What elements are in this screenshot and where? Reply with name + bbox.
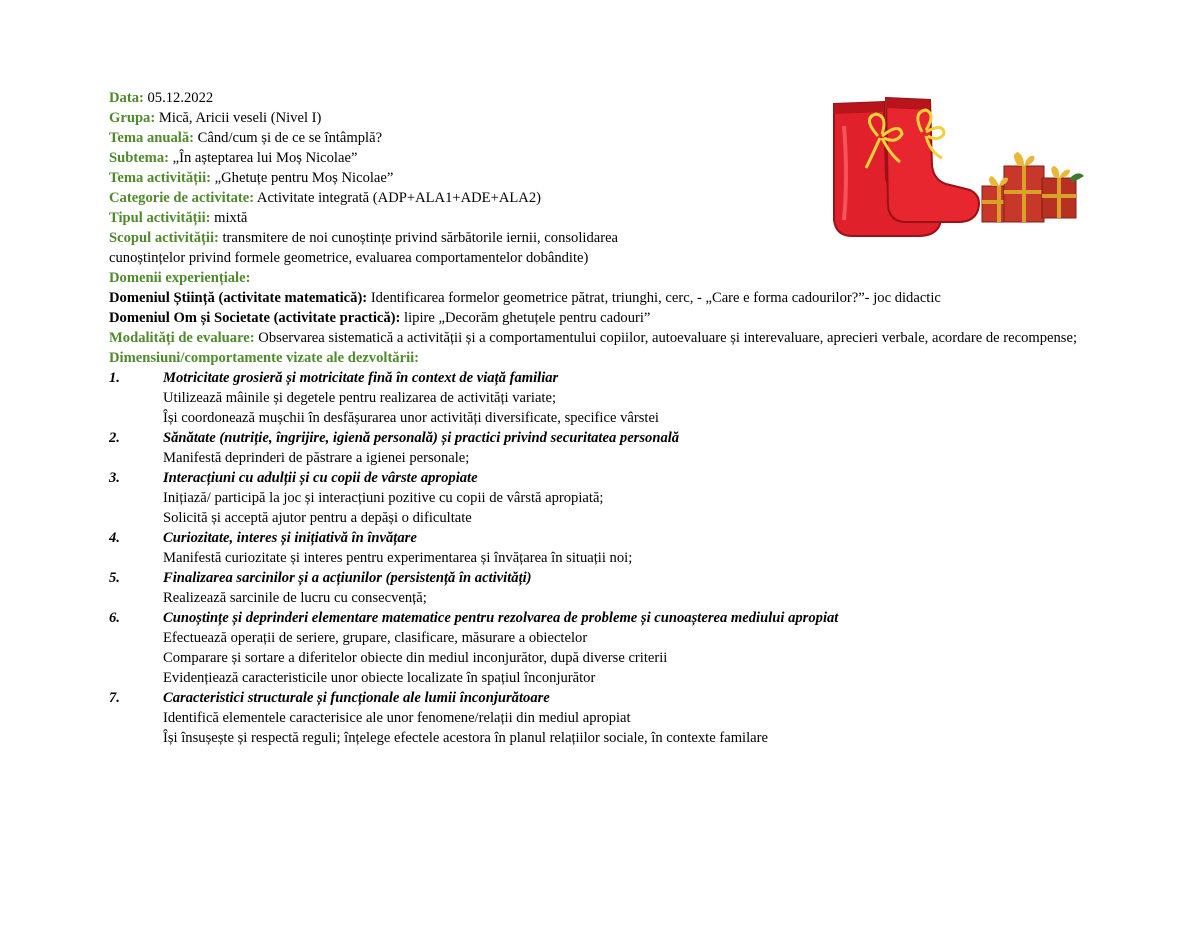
header-value: Activitate integrată (ADP+ALA1+ADE+ALA2) xyxy=(254,190,541,206)
red-boot-right-icon xyxy=(886,98,979,222)
scope-text: transmitere de noi cunoștințe privind sărbătorile iernii, consolidarea xyxy=(218,230,619,246)
dimension-item xyxy=(109,608,1099,688)
dimension-item xyxy=(109,528,1099,568)
dimension-behavior: Manifestă curiozitate și interes pentru experimentarea și învățarea în situații noi; xyxy=(163,550,633,566)
dimension-item xyxy=(109,368,1099,428)
header-label: Tema activității: xyxy=(109,170,211,186)
header-value: 05.12.2022 xyxy=(143,90,214,106)
header-label: Tema anuală: xyxy=(109,130,195,146)
domains-heading: Domenii experiențiale: xyxy=(109,270,251,286)
dimension-title xyxy=(109,428,1099,448)
domain-society xyxy=(109,308,1099,328)
dimension-title xyxy=(109,468,1099,488)
dimension-behavior: Utilizează mâinile și degetele pentru realizarea de activități variate; xyxy=(163,390,557,406)
dimensions-heading: Dimensiuni/comportamente vizate ale dezvoltării: xyxy=(109,350,420,366)
header-label: Grupa: xyxy=(109,110,156,126)
header-value: mixtă xyxy=(210,210,248,226)
dimension-number: 5. xyxy=(109,570,120,586)
dimension-title xyxy=(109,528,1099,548)
dimension-item xyxy=(109,428,1099,468)
dimension-number: 2. xyxy=(109,430,120,446)
dimension-title xyxy=(109,368,1099,388)
dimension-title-text: Caracteristici structurale și funcționale ale lumii înconjurătoare xyxy=(163,690,550,706)
evaluation-label: Modalități de evaluare: xyxy=(109,330,255,346)
scope-label: Scopul activității: xyxy=(109,230,219,246)
evaluation-text: Observarea sistematică a activității și a comportamentului copiilor, autoevaluare și interevaluare, aprecieri verbale, acordare de recompense; xyxy=(254,330,1078,346)
header-label: Categorie de activitate: xyxy=(109,190,255,206)
dimension-number: 3. xyxy=(109,470,120,486)
dimension-title-text: Finalizarea sarcinilor și a acțiunilor (persistență în activități) xyxy=(163,570,532,586)
dimension-behavior: Comparare și sortare a diferitelor obiecte din mediul inconjurător, după diverse criterii xyxy=(163,650,668,666)
boots-and-gifts-illustration xyxy=(822,96,1092,246)
dimension-behavior: Solicită și acceptă ajutor pentru a depăși o dificultate xyxy=(163,510,472,526)
dimension-behavior: Își coordonează mușchii în desfășurarea unor activități diversificate, specifice vârstei xyxy=(163,410,659,426)
dimension-title-text: Interacțiuni cu adulții și cu copii de vârste apropiate xyxy=(163,470,478,486)
evaluation-block xyxy=(109,328,1099,348)
dimension-behavior: Își însușește și respectă reguli; înțelege efectele acestora în planul relațiilor sociale, în contexte familare xyxy=(163,730,768,746)
dimensions-list xyxy=(109,368,1099,748)
dimension-behavior: Realizează sarcinile de lucru cu consecvență; xyxy=(163,590,427,606)
dimension-behavior: Identifică elementele caracterisice ale unor fenomene/relații din mediul apropiat xyxy=(163,710,631,726)
dimension-title xyxy=(109,688,1099,708)
dimension-behavior: Manifestă deprinderi de păstrare a igienei personale; xyxy=(163,450,470,466)
dimension-title xyxy=(109,568,1099,588)
dimension-behavior: Efectuează operații de seriere, grupare, clasificare, măsurare a obiectelor xyxy=(163,630,588,646)
header-value: Când/cum și de ce se întâmplă? xyxy=(194,130,383,146)
dimension-title-text: Cunoștințe și deprinderi elementare matematice pentru rezolvarea de probleme și cunoașterea mediului apropiat xyxy=(163,610,839,626)
domain-society-text: lipire „Decorăm ghetuțele pentru cadouri” xyxy=(400,310,651,326)
dimension-number: 4. xyxy=(109,530,120,546)
dimension-number: 7. xyxy=(109,690,120,706)
header-label: Data: xyxy=(109,90,144,106)
dimension-behavior: Inițiază/ participă la joc și interacțiuni pozitive cu copii de vârstă apropiată; xyxy=(163,490,604,506)
header-label: Tipul activității: xyxy=(109,210,211,226)
dimension-title-text: Motricitate grosieră și motricitate fină în context de viață familiar xyxy=(163,370,559,386)
dimension-title-text: Curiozitate, interes și inițiativă în învățare xyxy=(163,530,417,546)
dimension-number: 1. xyxy=(109,370,120,386)
header-value: „Ghetuțe pentru Moș Nicolae” xyxy=(211,170,394,186)
dimension-title-text: Sănătate (nutriție, îngrijire, igienă personală) și practici privind securitatea personală xyxy=(163,430,680,446)
scope-line-2: cunoștințelor privind formele geometrice, evaluarea comportamentelor dobândite) xyxy=(109,250,589,266)
dimension-item xyxy=(109,688,1099,748)
domain-society-label: Domeniul Om și Societate (activitate practică): xyxy=(109,310,401,326)
dimension-item xyxy=(109,468,1099,528)
gift-boxes-icon xyxy=(982,152,1084,222)
domain-science-text: Identificarea formelor geometrice pătrat, triunghi, cerc, - „Care e forma cadourilor?”- joc didactic xyxy=(367,290,941,306)
dimension-number: 6. xyxy=(109,610,120,626)
header-value: Mică, Aricii veseli (Nivel I) xyxy=(155,110,322,126)
header-label: Subtema: xyxy=(109,150,169,166)
dimension-behavior: Evidențiează caracteristicile unor obiecte localizate în spațiul înconjurător xyxy=(163,670,596,686)
header-value: „În așteptarea lui Moș Nicolae” xyxy=(169,150,358,166)
domain-science-label: Domeniul Știință (activitate matematică): xyxy=(109,290,368,306)
dimension-title xyxy=(109,608,1099,628)
domain-science xyxy=(109,288,1099,308)
dimension-item xyxy=(109,568,1099,608)
